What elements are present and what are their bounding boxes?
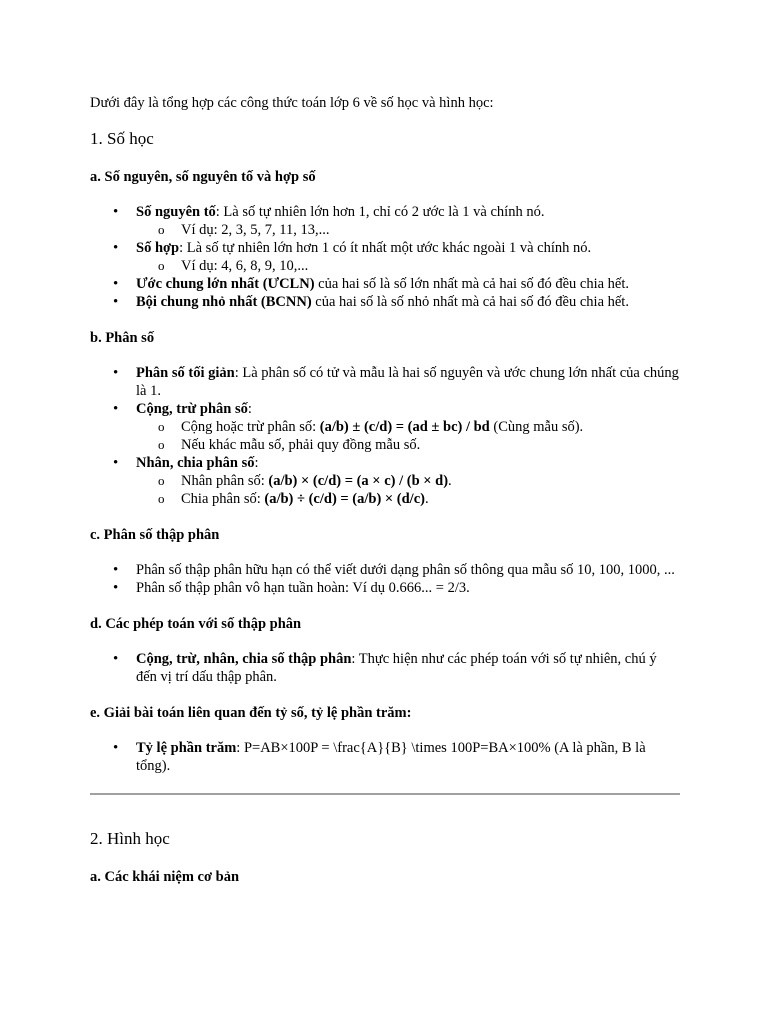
formula-bold: (a/b) × (c/d) = (a × c) / (b × d)	[268, 473, 449, 489]
bullet-list-fractions	[90, 364, 680, 508]
formula-note: (Cùng mẫu số).	[489, 419, 584, 435]
term-definition: : P=AB×100P = \frac{A}{B} \times 100P=BA×100% (A là phần, B là tổng).	[136, 740, 646, 774]
term-bold: Cộng, trừ, nhân, chia số thập phân	[136, 651, 352, 667]
list-item: • Phân số thập phân vô hạn tuần hoàn: Ví dụ 0.666... = 2/3.	[90, 579, 680, 597]
formula-bold: (a/b) ± (c/d) = (ad ± bc) / bd	[319, 419, 490, 435]
formula-bold: (a/b) ÷ (c/d) = (a/b) × (d/c)	[264, 491, 425, 507]
term-bold: Bội chung nhỏ nhất (BCNN)	[136, 294, 312, 310]
formula-note: .	[424, 491, 429, 507]
list-item: • Phân số thập phân hữu hạn có thể viết dưới dạng phân số thông qua mẫu số 10, 100, 1000, ...	[90, 561, 680, 579]
sub-list-item: o Nếu khác mẫu số, phải quy đồng mẫu số.	[136, 436, 680, 454]
term-definition: của hai số là số lớn nhất mà cả hai số đó đều chia hết.	[314, 276, 630, 292]
term-bold: Ước chung lớn nhất (ƯCLN)	[136, 276, 315, 292]
formula-note: .	[448, 473, 452, 489]
term-definition: : Là số tự nhiên lớn hơn 1, chỉ có 2 ước là 1 và chính nó.	[215, 204, 545, 220]
list-item	[90, 275, 680, 293]
sub-list-item: o Ví dụ: 2, 3, 5, 7, 11, 13,...	[136, 221, 680, 239]
subsection-heading-fractions: b. Phân số	[90, 330, 155, 346]
term-definition: :	[254, 455, 259, 471]
subsection-heading-decimal-fractions: c. Phân số thập phân	[90, 527, 220, 543]
term-bold: Tỷ lệ phần trăm	[136, 740, 237, 756]
subsection-heading-ratio-percent: e. Giải bài toán liên quan đến tỷ số, tỷ lệ phần trăm:	[90, 705, 412, 721]
sub-list	[136, 472, 680, 508]
term-bold: Phân số tối giản	[136, 365, 235, 381]
term-definition: : Thực hiện như các phép toán với số tự nhiên, chú ý đến vị trí dấu thập phân.	[136, 651, 657, 685]
list-item	[90, 650, 680, 686]
bullet-list-decimal-fractions	[90, 561, 680, 597]
list-item	[90, 364, 680, 400]
list-item	[90, 203, 680, 239]
term-definition: :	[247, 401, 252, 417]
intro-paragraph: Dưới đây là tổng hợp các công thức toán lớp 6 về số học và hình học:	[90, 95, 494, 111]
sub-list-item	[136, 490, 680, 508]
formula-intro: Cộng hoặc trừ phân số:	[181, 419, 320, 435]
list-item	[90, 739, 680, 775]
section-title-geometry: 2. Hình học	[90, 829, 170, 848]
term-bold: Số hợp	[136, 240, 180, 256]
list-item	[90, 400, 680, 454]
bullet-list-integers	[90, 203, 680, 311]
sub-list-item: o Ví dụ: 4, 6, 8, 9, 10,...	[136, 257, 680, 275]
term-bold: Số nguyên tố	[136, 204, 216, 220]
term-bold: Cộng, trừ phân số	[136, 401, 248, 417]
list-item	[90, 454, 680, 508]
list-item	[90, 293, 680, 311]
section-title-arithmetic: 1. Số học	[90, 129, 154, 148]
formula-intro: Chia phân số:	[181, 491, 265, 507]
sub-list	[136, 221, 680, 239]
subsection-heading-decimal-operations: d. Các phép toán với số thập phân	[90, 616, 302, 632]
term-definition: : Là phân số có tử và mẫu là hai số nguyên và ước chung lớn nhất của chúng là 1.	[136, 365, 679, 399]
list-item	[90, 239, 680, 275]
section-divider	[90, 793, 680, 795]
sub-list-item	[136, 418, 680, 436]
term-bold: Nhân, chia phân số	[136, 455, 255, 471]
subsection-heading-integers: a. Số nguyên, số nguyên tố và hợp số	[90, 169, 316, 185]
bullet-list-decimal-operations	[90, 650, 680, 686]
formula-intro: Nhân phân số:	[181, 473, 269, 489]
sub-list-item	[136, 472, 680, 490]
bullet-list-ratio-percent	[90, 739, 680, 775]
sub-list	[136, 257, 680, 275]
subsection-heading-basic-concepts: a. Các khái niệm cơ bản	[90, 869, 240, 885]
term-definition: của hai số là số nhỏ nhất mà cả hai số đó đều chia hết.	[311, 294, 629, 310]
sub-list	[136, 418, 680, 454]
term-definition: : Là số tự nhiên lớn hơn 1 có ít nhất một ước khác ngoài 1 và chính nó.	[179, 240, 592, 256]
